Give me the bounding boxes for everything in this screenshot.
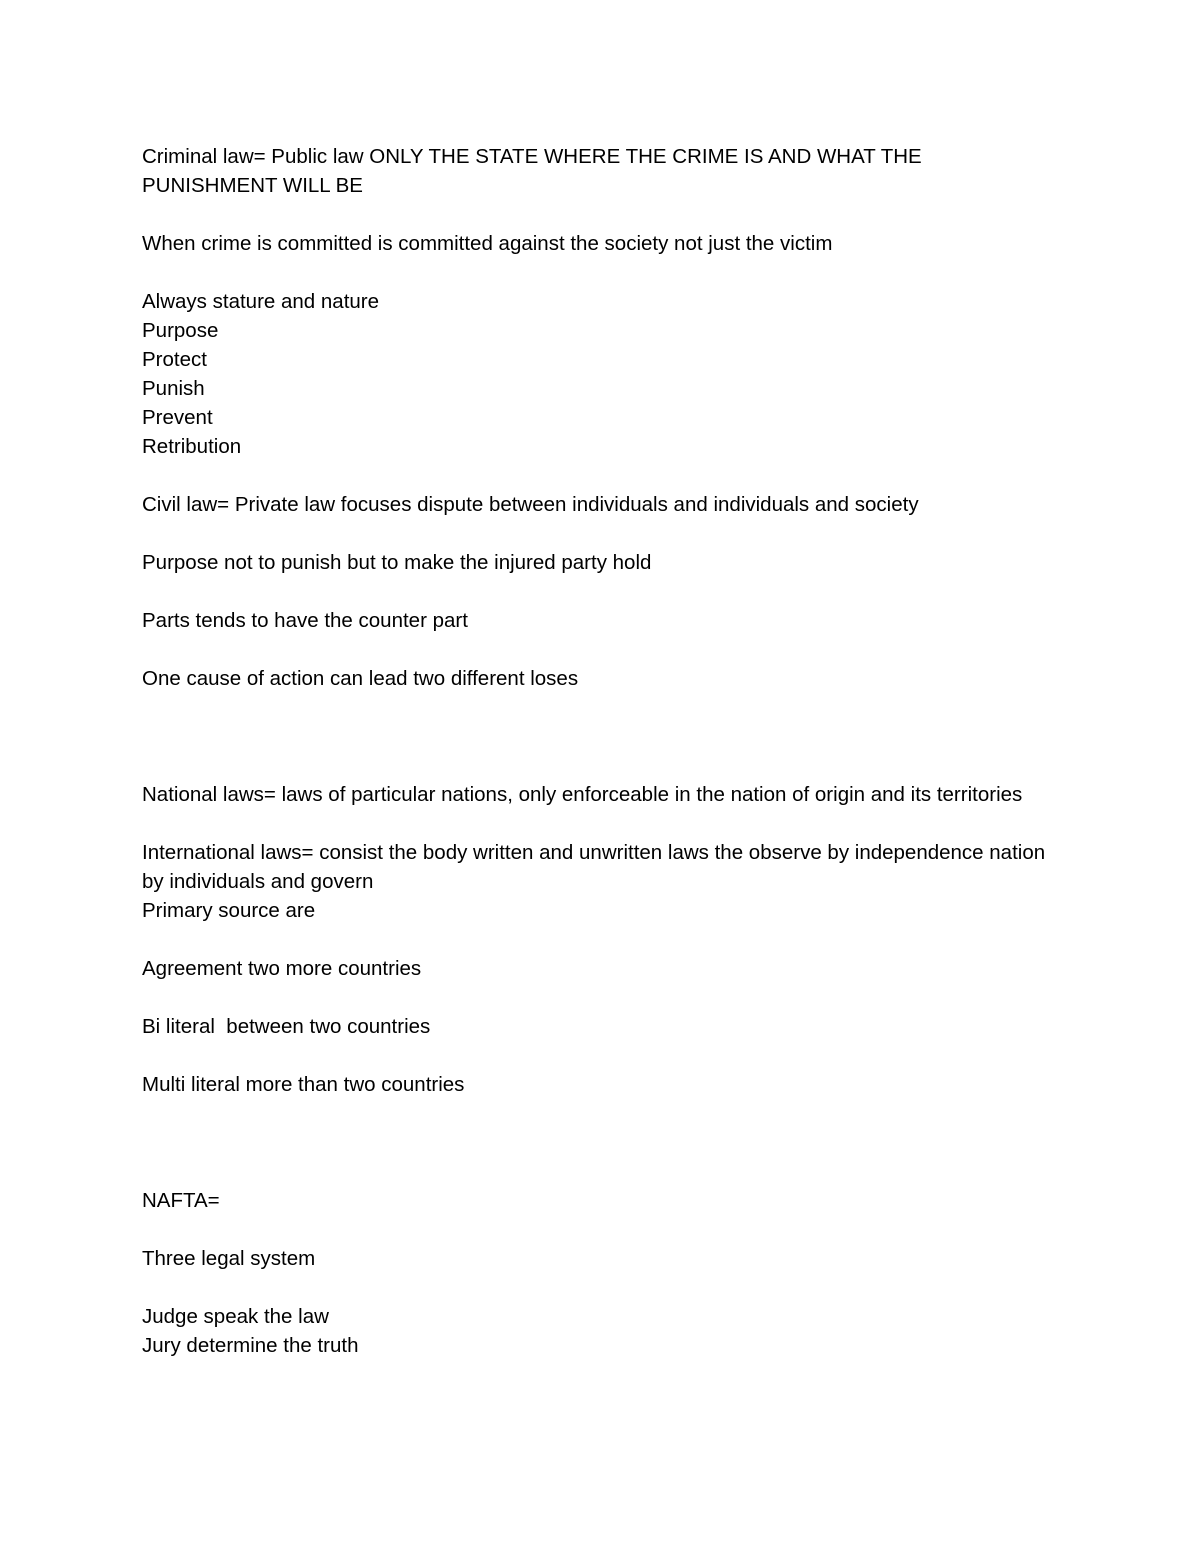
text-line: Jury determine the truth bbox=[142, 1334, 359, 1357]
text-line: Criminal law= Public law ONLY THE STATE WHERE THE CRIME IS AND WHAT THE PUNISHMENT WILL BE bbox=[142, 145, 922, 197]
blank-line bbox=[142, 461, 1052, 490]
text-line: Purpose bbox=[142, 319, 219, 342]
text-line: Prevent bbox=[142, 406, 213, 429]
blank-line bbox=[142, 258, 1052, 287]
text-line: One cause of action can lead two different loses bbox=[142, 667, 579, 690]
text-line: Judge speak the law bbox=[142, 1305, 329, 1328]
text-line: Agreement two more countries bbox=[142, 957, 422, 980]
text-line: When crime is committed is committed against the society not just the victim bbox=[142, 232, 833, 255]
blank-line bbox=[142, 1128, 1052, 1157]
text-line: Purpose not to punish but to make the injured party hold bbox=[142, 551, 652, 574]
blank-line bbox=[142, 519, 1052, 548]
text-line: National laws= laws of particular nations, only enforceable in the nation of origin and its territories bbox=[142, 783, 1023, 806]
blank-line bbox=[142, 1041, 1052, 1070]
blank-line bbox=[142, 1273, 1052, 1302]
blank-line bbox=[142, 1157, 1052, 1186]
text-line: Three legal system bbox=[142, 1247, 316, 1270]
blank-line bbox=[142, 925, 1052, 954]
blank-line bbox=[142, 635, 1052, 664]
text-line: Protect bbox=[142, 348, 207, 371]
text-line: Always stature and nature bbox=[142, 290, 380, 313]
text-line: Primary source are bbox=[142, 899, 316, 922]
document-body bbox=[142, 142, 1052, 1360]
blank-line bbox=[142, 751, 1052, 780]
text-line: Multi literal more than two countries bbox=[142, 1073, 465, 1096]
blank-line bbox=[142, 983, 1052, 1012]
blank-line bbox=[142, 1215, 1052, 1244]
text-line: Retribution bbox=[142, 435, 242, 458]
text-line: Parts tends to have the counter part bbox=[142, 609, 468, 632]
blank-line bbox=[142, 1099, 1052, 1128]
blank-line bbox=[142, 809, 1052, 838]
blank-line bbox=[142, 693, 1052, 722]
blank-line bbox=[142, 200, 1052, 229]
text-line: Bi literal between two countries bbox=[142, 1015, 431, 1038]
text-line: Civil law= Private law focuses dispute between individuals and individuals and society bbox=[142, 493, 919, 516]
text-line: Punish bbox=[142, 377, 205, 400]
text-line: NAFTA= bbox=[142, 1189, 220, 1212]
blank-line bbox=[142, 577, 1052, 606]
blank-line bbox=[142, 722, 1052, 751]
text-line: International laws= consist the body written and unwritten laws the observe by independence nation by individuals and govern bbox=[142, 841, 1046, 893]
